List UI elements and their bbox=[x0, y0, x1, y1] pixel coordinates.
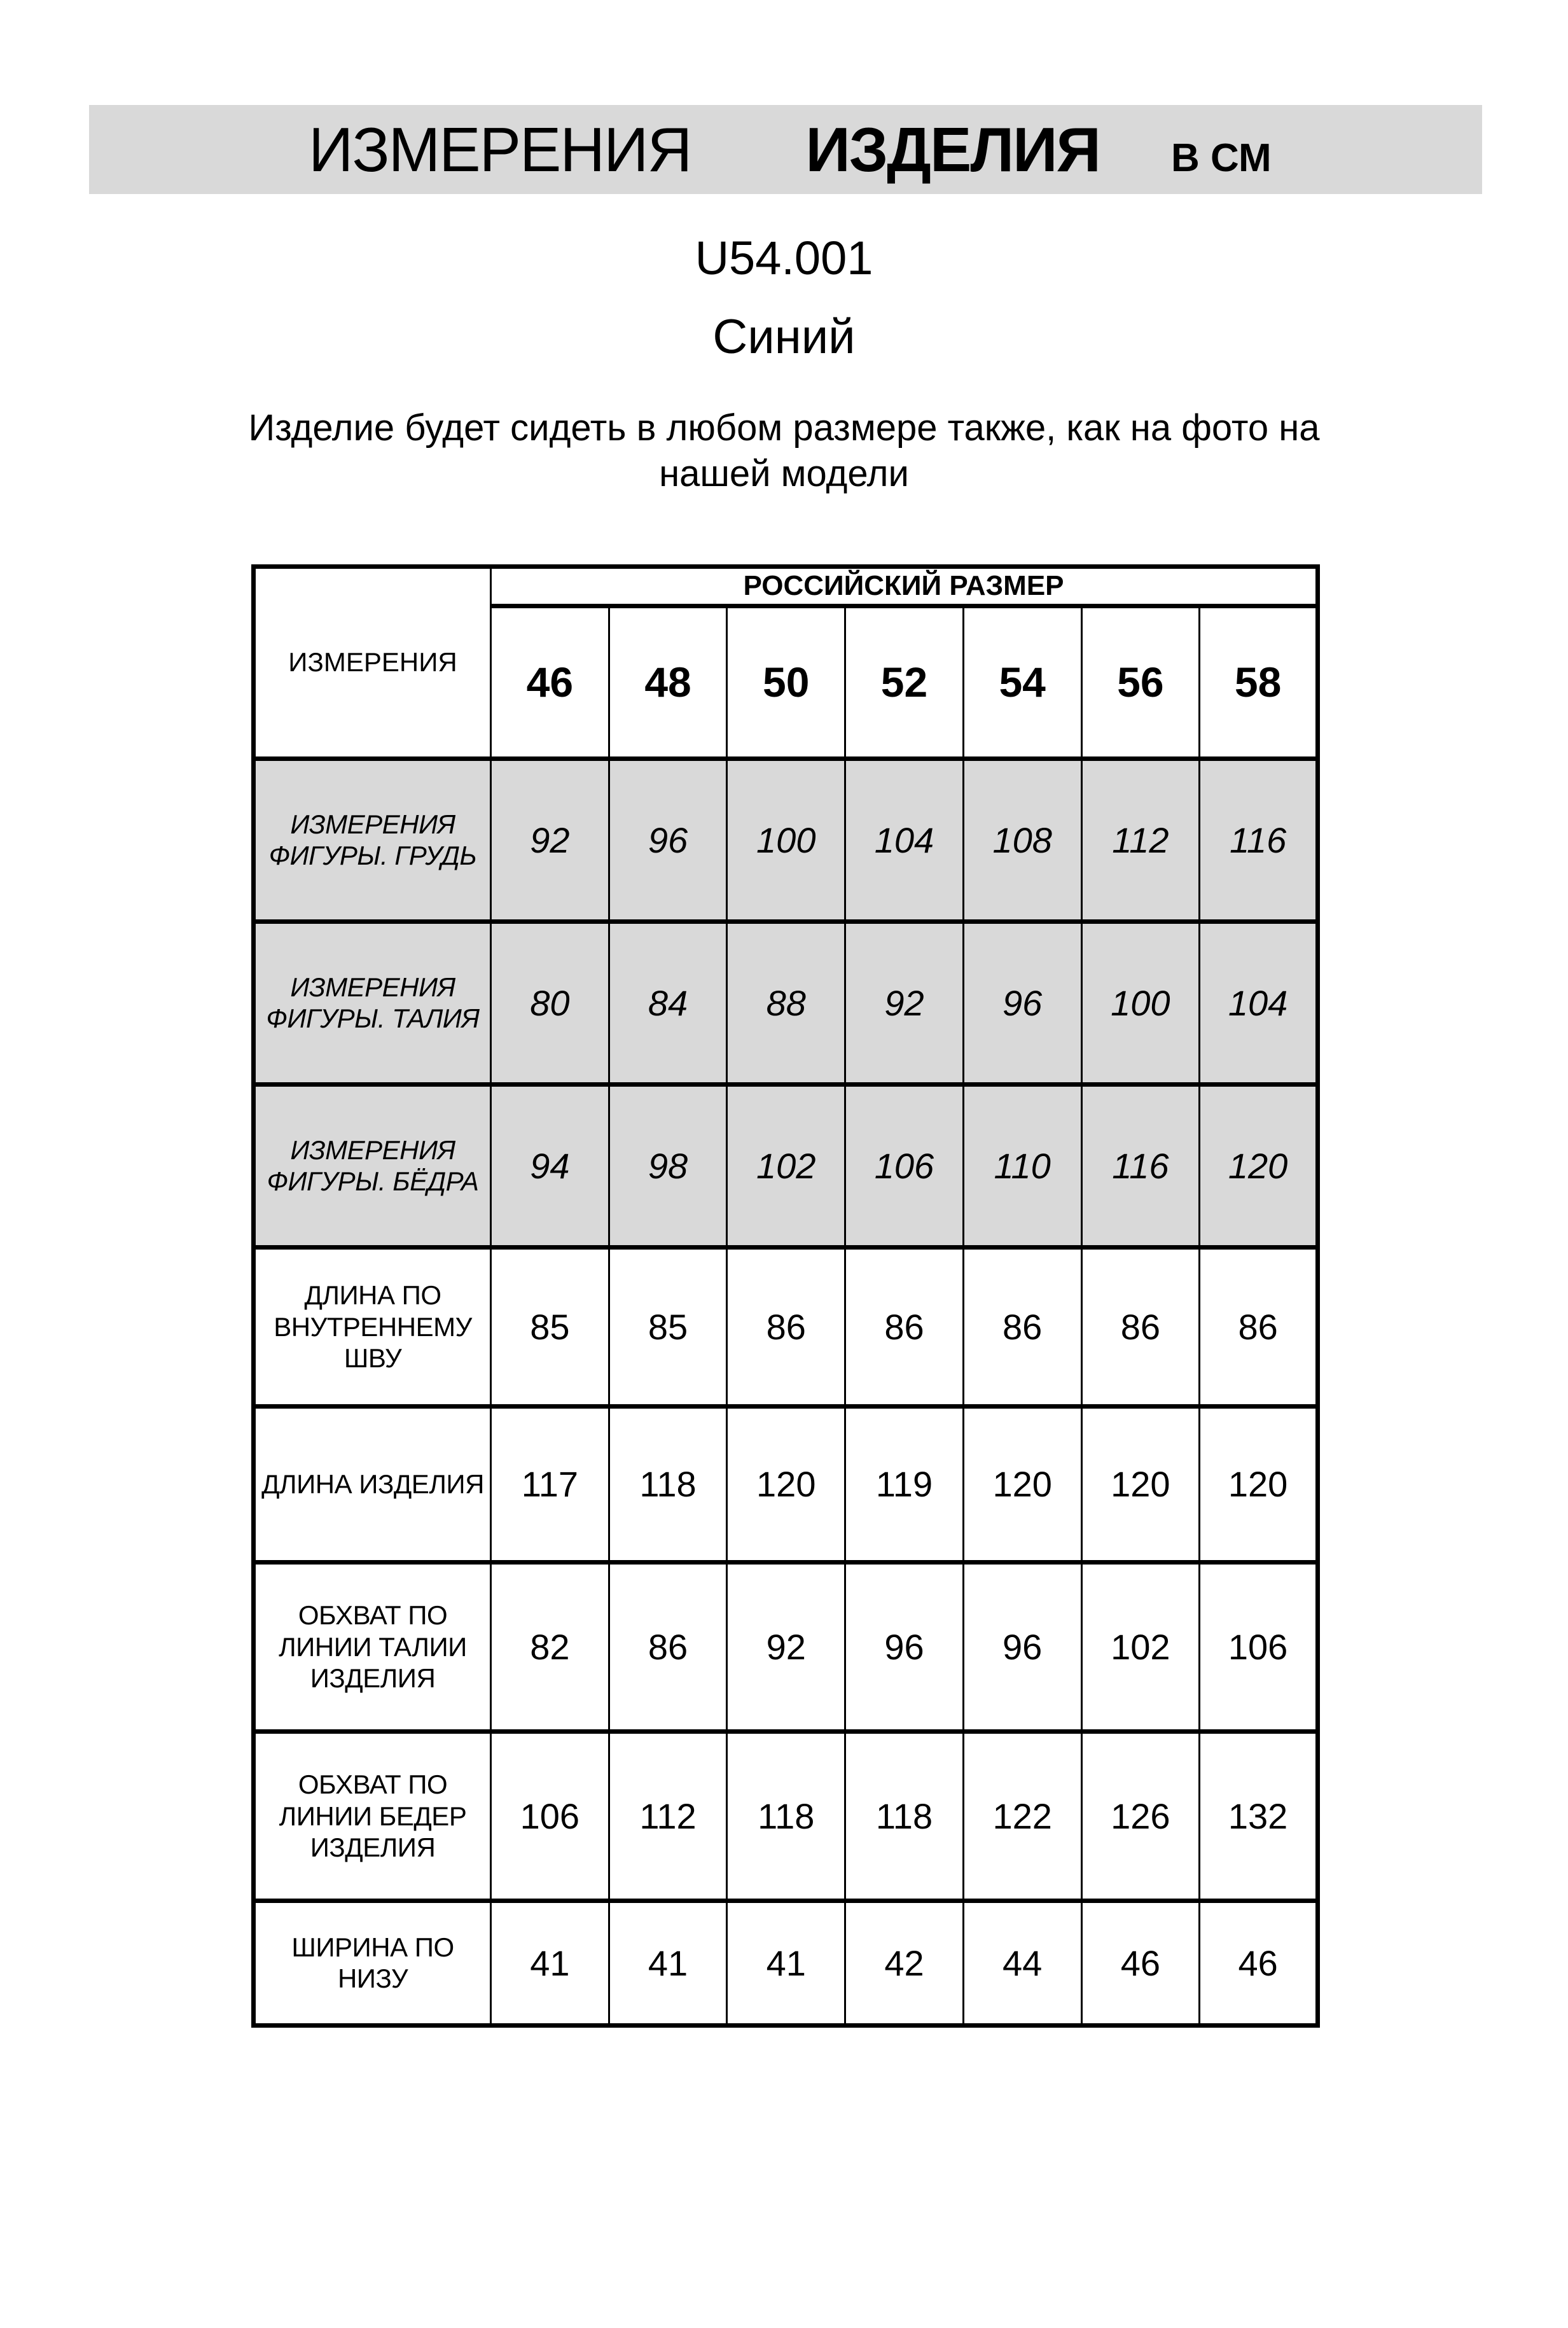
measurement-value: 85 bbox=[609, 1247, 727, 1406]
measurement-value: 85 bbox=[491, 1247, 609, 1406]
measurement-value: 46 bbox=[1200, 1900, 1318, 2025]
measurement-value: 96 bbox=[609, 758, 727, 921]
size-header-56: 56 bbox=[1081, 606, 1200, 758]
measurement-value: 100 bbox=[727, 758, 845, 921]
table-row bbox=[254, 921, 1318, 1084]
measurement-value: 120 bbox=[963, 1406, 1081, 1562]
measurement-value: 120 bbox=[1200, 1406, 1318, 1562]
fit-note bbox=[0, 405, 1568, 497]
table-row bbox=[254, 1900, 1318, 2025]
measurement-value: 44 bbox=[963, 1900, 1081, 2025]
measurement-value: 120 bbox=[1200, 1084, 1318, 1247]
measurement-value: 106 bbox=[845, 1084, 964, 1247]
table-row bbox=[254, 1731, 1318, 1900]
measurement-value: 80 bbox=[491, 921, 609, 1084]
product-code: U54.001 bbox=[695, 232, 873, 284]
measurement-value: 86 bbox=[609, 1562, 727, 1731]
measurement-value: 96 bbox=[963, 1562, 1081, 1731]
title-measurements: ИЗМЕРЕНИЯ bbox=[309, 115, 691, 185]
fit-note-line2: нашей модели bbox=[659, 452, 909, 494]
size-header-48: 48 bbox=[609, 606, 727, 758]
measurement-value: 116 bbox=[1081, 1084, 1200, 1247]
measurement-value: 94 bbox=[491, 1084, 609, 1247]
measurement-value: 112 bbox=[609, 1731, 727, 1900]
measurement-value: 112 bbox=[1081, 758, 1200, 921]
measurement-value: 92 bbox=[491, 758, 609, 921]
fit-note-line1: Изделие будет сидеть в любом размере также, как на фото на bbox=[248, 407, 1320, 449]
measurement-value: 104 bbox=[845, 758, 964, 921]
measurement-value: 118 bbox=[727, 1731, 845, 1900]
measurement-value: 100 bbox=[1081, 921, 1200, 1084]
row-label: ДЛИНА ИЗДЕЛИЯ bbox=[254, 1406, 491, 1562]
measurement-value: 92 bbox=[727, 1562, 845, 1731]
measurement-value: 104 bbox=[1200, 921, 1318, 1084]
measurement-value: 116 bbox=[1200, 758, 1318, 921]
size-header-row bbox=[254, 566, 1318, 606]
measurement-value: 42 bbox=[845, 1900, 964, 2025]
title-units: В СМ bbox=[1171, 136, 1272, 180]
product-color-name: Синий bbox=[712, 310, 856, 364]
measurement-value: 86 bbox=[1200, 1247, 1318, 1406]
measurement-value: 41 bbox=[727, 1900, 845, 2025]
measurement-value: 98 bbox=[609, 1084, 727, 1247]
measurement-value: 102 bbox=[1081, 1562, 1200, 1731]
title-banner bbox=[89, 105, 1482, 194]
measurement-value: 119 bbox=[845, 1406, 964, 1562]
measurement-value: 102 bbox=[727, 1084, 845, 1247]
measurement-value: 84 bbox=[609, 921, 727, 1084]
size-header-50: 50 bbox=[727, 606, 845, 758]
russian-size-header: РОССИЙСКИЙ РАЗМЕР bbox=[491, 566, 1318, 606]
measurement-value: 86 bbox=[845, 1247, 964, 1406]
measurement-value: 88 bbox=[727, 921, 845, 1084]
size-table bbox=[251, 564, 1320, 2028]
measurement-value: 132 bbox=[1200, 1731, 1318, 1900]
measurement-value: 86 bbox=[727, 1247, 845, 1406]
size-header-54: 54 bbox=[963, 606, 1081, 758]
measurement-value: 120 bbox=[727, 1406, 845, 1562]
row-label: ОБХВАТ ПО ЛИНИИ БЕДЕР ИЗДЕЛИЯ bbox=[254, 1731, 491, 1900]
size-table-head bbox=[254, 566, 1318, 758]
measurement-value: 41 bbox=[491, 1900, 609, 2025]
table-row bbox=[254, 1084, 1318, 1247]
measurement-value: 118 bbox=[609, 1406, 727, 1562]
measurement-value: 108 bbox=[963, 758, 1081, 921]
row-label: ИЗМЕРЕНИЯ ФИГУРЫ. ТАЛИЯ bbox=[254, 921, 491, 1084]
measurement-value: 126 bbox=[1081, 1731, 1200, 1900]
measurement-value: 41 bbox=[609, 1900, 727, 2025]
table-row bbox=[254, 1562, 1318, 1731]
size-table-body bbox=[254, 758, 1318, 2025]
measurement-value: 110 bbox=[963, 1084, 1081, 1247]
measurement-value: 106 bbox=[491, 1731, 609, 1900]
table-row bbox=[254, 1406, 1318, 1562]
row-label: ОБХВАТ ПО ЛИНИИ ТАЛИИ ИЗДЕЛИЯ bbox=[254, 1562, 491, 1731]
measurement-sheet bbox=[0, 105, 1568, 2028]
row-label: ШИРИНА ПО НИЗУ bbox=[254, 1900, 491, 2025]
size-header-58: 58 bbox=[1200, 606, 1318, 758]
measurement-value: 46 bbox=[1081, 1900, 1200, 2025]
measurement-value: 86 bbox=[963, 1247, 1081, 1406]
measurement-value: 122 bbox=[963, 1731, 1081, 1900]
row-label: ДЛИНА ПО ВНУТРЕННЕМУ ШВУ bbox=[254, 1247, 491, 1406]
measurements-column-header: ИЗМЕРЕНИЯ bbox=[254, 566, 491, 758]
row-label: ИЗМЕРЕНИЯ ФИГУРЫ. ГРУДЬ bbox=[254, 758, 491, 921]
size-header-52: 52 bbox=[845, 606, 964, 758]
table-row bbox=[254, 1247, 1318, 1406]
measurement-value: 117 bbox=[491, 1406, 609, 1562]
measurement-value: 96 bbox=[963, 921, 1081, 1084]
measurement-value: 82 bbox=[491, 1562, 609, 1731]
measurement-value: 92 bbox=[845, 921, 964, 1084]
size-header-46: 46 bbox=[491, 606, 609, 758]
table-row bbox=[254, 758, 1318, 921]
measurement-value: 120 bbox=[1081, 1406, 1200, 1562]
measurement-value: 106 bbox=[1200, 1562, 1318, 1731]
row-label: ИЗМЕРЕНИЯ ФИГУРЫ. БЁДРА bbox=[254, 1084, 491, 1247]
title-product: ИЗДЕЛИЯ bbox=[805, 115, 1100, 185]
measurement-value: 86 bbox=[1081, 1247, 1200, 1406]
measurement-value: 118 bbox=[845, 1731, 964, 1900]
measurement-value: 96 bbox=[845, 1562, 964, 1731]
